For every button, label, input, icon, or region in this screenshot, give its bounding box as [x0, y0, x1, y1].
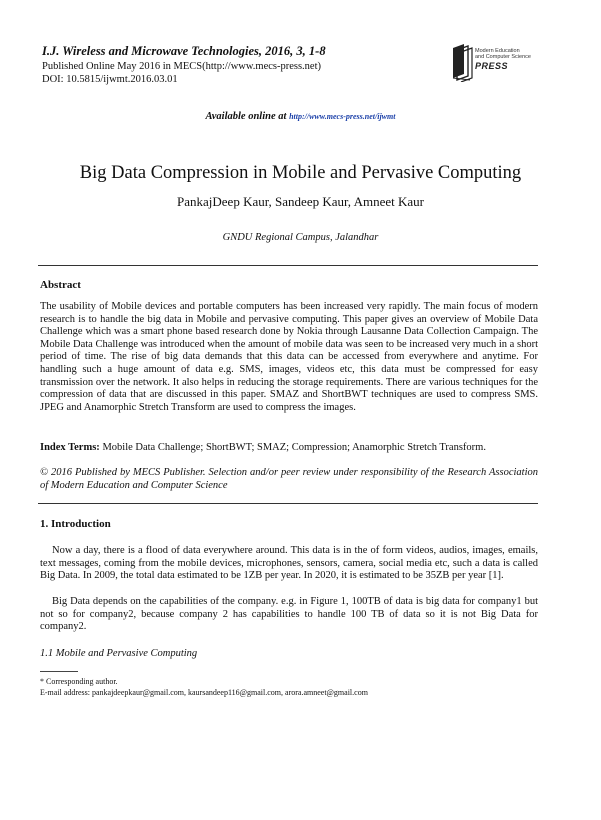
introduction-heading: 1. Introduction [40, 518, 111, 530]
corresponding-author-note: * Corresponding author. [40, 677, 118, 686]
journal-link[interactable]: http://www.mecs-press.net/ijwmt [289, 112, 396, 121]
abstract-text: The usability of Mobile devices and portable computers has been increased very rapidly. The main focus of modern research is to handle the big data in Mobile and pervasive computing. This paper gives an overview of Mobile Data Challenge which was a smart phone based research done by Nokia through Lausanne Data Collection Campaign. The Mobile Data Challenge was introduced when the amount of mobile data was seen to be increased very much in a short period of time. The rise of big data demands that this data can be accessed from everywhere and anytime. For handling such a huge amount of data e.g. SMS, images, videos etc, this data must be compressed for easy transmission over the network. It also helps in reducing the storage requirements. There are various techniques for the compression of data that are discussed in this paper. SMAZ and ShortBWT techniques are used to compress SMS. JPEG and Anamorphic Stretch Transform are used to compress the images. [40, 301, 538, 413]
logo-wordmark [475, 48, 531, 60]
book-stack-icon [450, 42, 474, 82]
available-online [0, 111, 601, 122]
logo-line-2: and Computer Science [475, 54, 531, 60]
paper-authors: PankajDeep Kaur, Sandeep Kaur, Amneet Kaur [177, 194, 424, 209]
index-terms-label: Index Terms: [40, 442, 100, 453]
published-online-line: Published Online May 2016 in MECS(http://www.mecs-press.net) [42, 61, 322, 72]
subsection-heading: 1.1 Mobile and Pervasive Computing [40, 648, 198, 659]
index-terms [40, 442, 538, 455]
affiliation: GNDU Regional Campus, Jalandhar [222, 232, 379, 243]
publisher-logo [450, 40, 560, 88]
email-addresses: E-mail address: pankajdeepkaur@gmail.com, kaursandeep116@gmail.com, arora.amneet@gmail.com [40, 688, 368, 697]
divider-top [38, 265, 538, 266]
footnote-rule [40, 671, 78, 672]
logo-line-1: Modern Education [475, 48, 520, 54]
doi-line: DOI: 10.5815/ijwmt.2016.03.01 [42, 74, 178, 85]
copyright-notice: © 2016 Published by MECS Publisher. Selection and/or peer review under responsibility of the Research Association of Modern Education and Computer Science [40, 467, 538, 491]
logo-press: PRESS [475, 61, 509, 71]
divider-bottom [38, 503, 538, 504]
abstract-heading: Abstract [40, 279, 81, 291]
introduction-para-2: Big Data depends on the capabilities of the company. e.g. in Figure 1, 100TB of data is big data for company1 but not so for company2, because company 2 has capabilities to handle 100 TB of data so it is not Big Data for company2. [40, 596, 538, 633]
introduction-para-1: Now a day, there is a flood of data everywhere around. This data is in the of form videos, audios, images, emails, text messages, coming from the mobile devices, microphones, sensors, camera, social media etc, such a data is called Big Data. In 2009, the total data estimated to be 1ZB per year. In 2020, it is estimated to be 35ZB per year [1]. [40, 545, 538, 582]
index-terms-text: Mobile Data Challenge; ShortBWT; SMAZ; Compression; Anamorphic Stretch Transform. [99, 442, 486, 453]
journal-citation: I.J. Wireless and Microwave Technologies, 2016, 3, 1-8 [42, 44, 326, 58]
paper-title: Big Data Compression in Mobile and Pervasive Computing [79, 163, 522, 183]
available-label: Available online at [205, 111, 290, 122]
